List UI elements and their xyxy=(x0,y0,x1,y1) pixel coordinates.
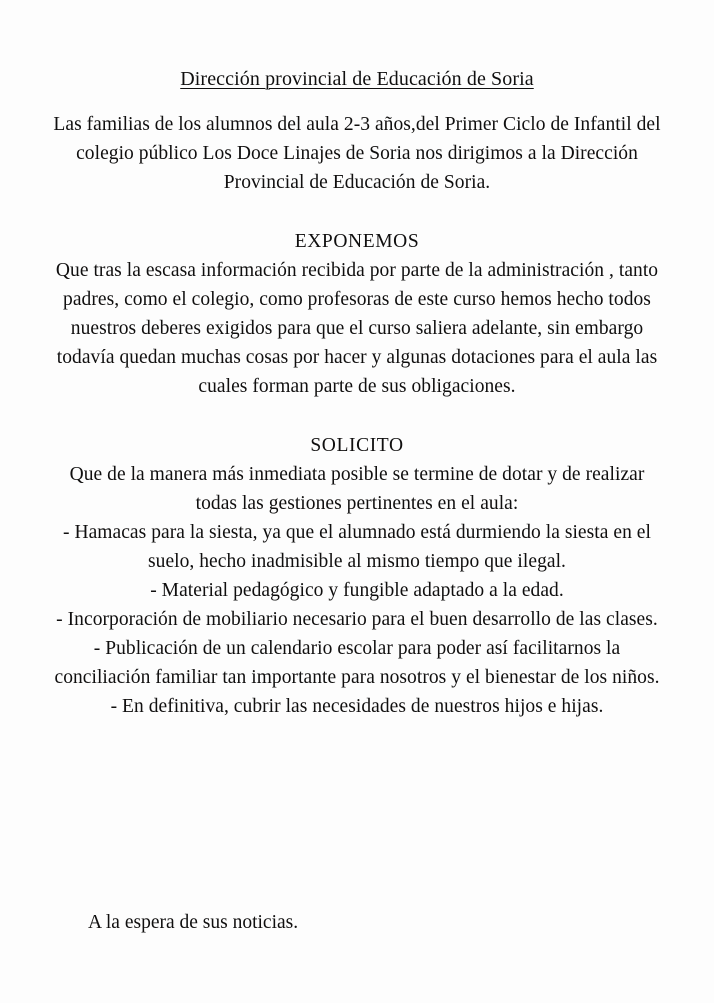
list-item: - Publicación de un calendario escolar para poder así facilitarnos la conciliación familiar tan importante para nosotros y el bienestar de los niños. xyxy=(54,638,660,688)
solicito-body: Que de la manera más inmediata posible se termine de dotar y de realizar todas las gestiones pertinentes en el aula: xyxy=(69,464,645,514)
list-item: - En definitiva, cubrir las necesidades de nuestros hijos e hijas. xyxy=(110,696,604,717)
page-title-text: Dirección provincial de Educación de Soria xyxy=(180,68,534,90)
closing-line: A la espera de sus noticias. xyxy=(88,912,299,933)
list-item: - Hamacas para la siesta, ya que el alumnado está durmiendo la siesta en el suelo, hecho inadmisible al mismo tiempo que ilegal. xyxy=(63,522,651,572)
list-item: - Material pedagógico y fungible adaptado a la edad. xyxy=(150,580,564,601)
solicito-heading: SOLICITO xyxy=(310,435,404,456)
exponemos-heading: EXPONEMOS xyxy=(294,231,420,252)
intro-paragraph: Las familias de los alumnos del aula 2-3 años,del Primer Ciclo de Infantil del colegio público Los Doce Linajes de Soria nos dirigimos a la Dirección Provincial de Educación de Soria. xyxy=(53,114,661,193)
list-item: - Incorporación de mobiliario necesario para el buen desarrollo de las clases. xyxy=(56,609,658,630)
request-list xyxy=(33,518,681,721)
page-title xyxy=(33,0,681,93)
exponemos-body: Que tras la escasa información recibida por parte de la administración , tanto padres, como el colegio, como profesoras de este curso hemos hecho todos nuestros deberes exigidos para que el curso saliera adelante, sin embargo todavía quedan muchas cosas por hacer y algunas dotaciones para el aula las cuales forman parte de sus obligaciones. xyxy=(55,260,659,397)
